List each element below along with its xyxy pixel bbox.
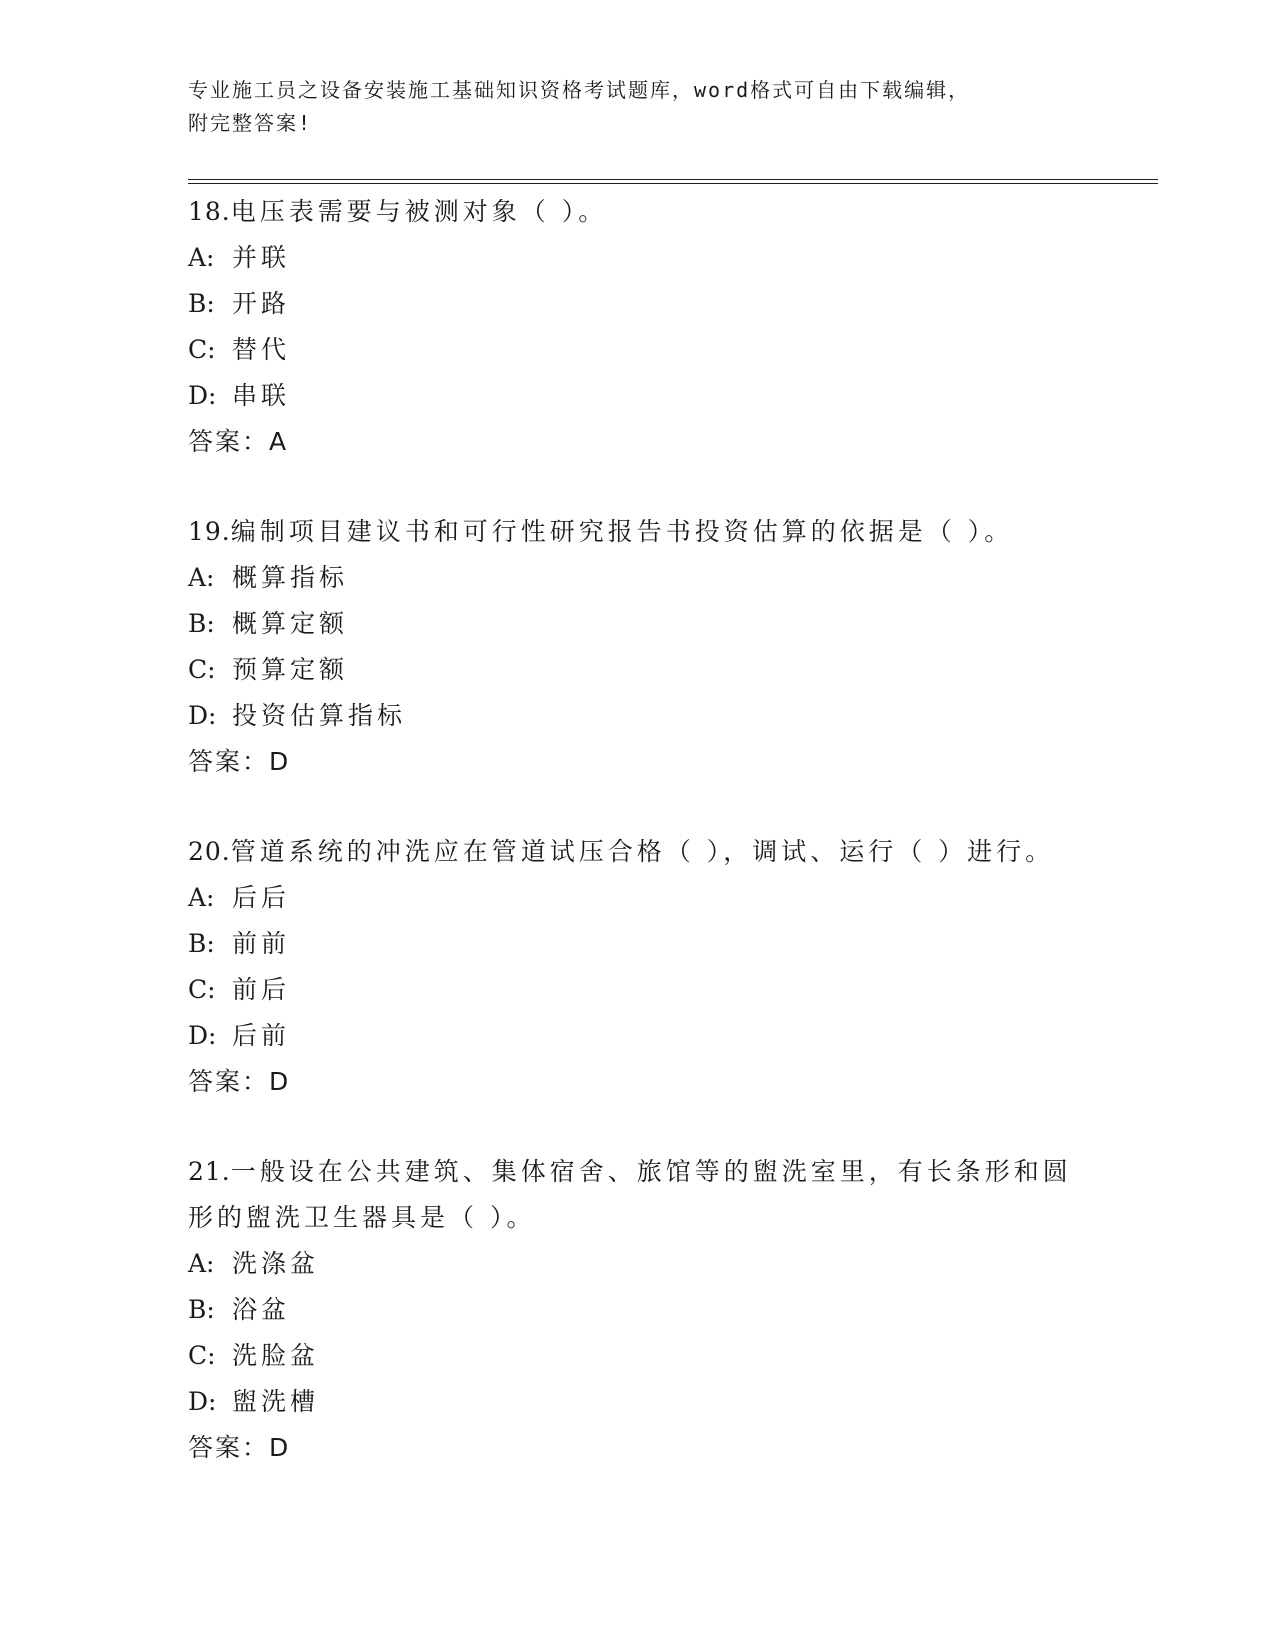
question-number: 20. xyxy=(188,837,231,866)
option-text: 后后 xyxy=(232,883,291,912)
option-d xyxy=(188,373,1148,419)
option-text: 概算指标 xyxy=(232,563,349,592)
question-18 xyxy=(188,189,1148,465)
question-20 xyxy=(188,829,1148,1105)
question-number: 21. xyxy=(188,1157,231,1186)
header-line-1: 专业施工员之设备安装施工基础知识资格考试题库，word格式可自由下载编辑， xyxy=(188,78,971,102)
option-key: B: xyxy=(188,929,215,958)
option-c xyxy=(188,967,1148,1013)
option-a xyxy=(188,875,1148,921)
answer-line: 答案：A xyxy=(188,427,289,456)
document-header xyxy=(188,74,1088,140)
option-text: 概算定额 xyxy=(232,609,349,638)
header-divider-top xyxy=(188,179,1158,180)
option-key: C: xyxy=(188,1341,216,1370)
option-a xyxy=(188,235,1148,281)
answer-line: 答案：D xyxy=(188,1067,291,1096)
header-line-2: 附完整答案! xyxy=(188,111,313,135)
option-key: D: xyxy=(188,1021,217,1050)
question-stem xyxy=(188,189,1148,235)
option-text: 投资估算指标 xyxy=(232,701,407,730)
question-text-line-2: 形的盥洗卫生器具是（ ）。 xyxy=(188,1203,536,1232)
option-text: 并联 xyxy=(232,243,291,272)
option-key: D: xyxy=(188,1387,217,1416)
option-c xyxy=(188,647,1148,693)
option-text: 串联 xyxy=(232,381,291,410)
option-key: D: xyxy=(188,381,217,410)
question-text-line-1: 一般设在公共建筑、集体宿舍、旅馆等的盥洗室里，有长条形和圆 xyxy=(230,1157,1072,1186)
question-stem xyxy=(188,829,1148,875)
option-key: C: xyxy=(188,335,216,364)
option-text: 开路 xyxy=(232,289,291,318)
option-b xyxy=(188,601,1148,647)
option-key: A: xyxy=(188,243,215,272)
option-key: A: xyxy=(188,883,215,912)
option-text: 浴盆 xyxy=(232,1295,291,1324)
option-text: 盥洗槽 xyxy=(232,1387,320,1416)
option-text: 洗脸盆 xyxy=(232,1341,320,1370)
question-text: 编制项目建议书和可行性研究报告书投资估算的依据是（ ）。 xyxy=(230,517,1014,546)
question-number: 18. xyxy=(188,197,231,226)
option-b xyxy=(188,281,1148,327)
question-text: 电压表需要与被测对象（ ）。 xyxy=(230,197,608,226)
option-key: A: xyxy=(188,1249,215,1278)
option-key: B: xyxy=(188,1295,215,1324)
answer-line: 答案：D xyxy=(188,747,291,776)
option-text: 前后 xyxy=(232,975,291,1004)
option-key: A: xyxy=(188,563,215,592)
option-d xyxy=(188,693,1148,739)
option-d xyxy=(188,1013,1148,1059)
question-stem-continued xyxy=(188,1195,1148,1241)
question-number: 19. xyxy=(188,517,231,546)
option-key: B: xyxy=(188,609,215,638)
option-a xyxy=(188,555,1148,601)
option-text: 后前 xyxy=(232,1021,291,1050)
question-19 xyxy=(188,509,1148,785)
question-text: 管道系统的冲洗应在管道试压合格（ ），调试、运行（ ）进行。 xyxy=(230,837,1055,866)
question-stem xyxy=(188,1149,1148,1195)
option-text: 预算定额 xyxy=(232,655,349,684)
option-key: D: xyxy=(188,701,217,730)
header-divider-bottom xyxy=(188,183,1158,184)
option-key: C: xyxy=(188,655,216,684)
option-text: 替代 xyxy=(232,335,291,364)
option-c xyxy=(188,1333,1148,1379)
option-b xyxy=(188,1287,1148,1333)
option-c xyxy=(188,327,1148,373)
question-stem xyxy=(188,509,1148,555)
option-a xyxy=(188,1241,1148,1287)
option-d xyxy=(188,1379,1148,1425)
option-text: 洗涤盆 xyxy=(232,1249,320,1278)
option-text: 前前 xyxy=(232,929,291,958)
option-b xyxy=(188,921,1148,967)
option-key: C: xyxy=(188,975,216,1004)
option-key: B: xyxy=(188,289,215,318)
answer-line: 答案：D xyxy=(188,1433,291,1462)
question-21 xyxy=(188,1149,1148,1471)
